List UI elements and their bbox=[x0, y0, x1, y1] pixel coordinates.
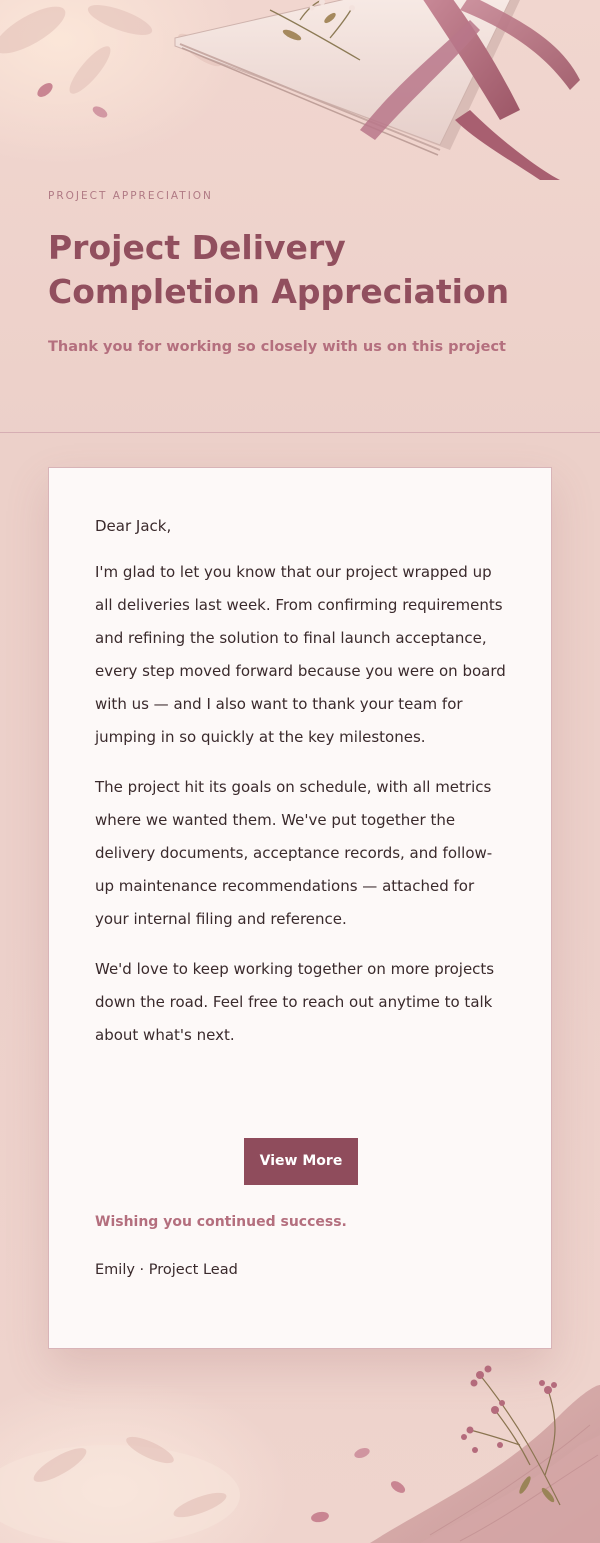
letter-paragraph: The project hit its goals on schedule, with all metrics where we wanted them. We've put together the delivery documents, acceptance records, and follow-up maintenance recommendations — attached for your internal filing and reference. bbox=[95, 778, 493, 928]
letter-body bbox=[95, 514, 509, 1278]
page-title: Project Delivery Completion Appreciation bbox=[48, 228, 510, 311]
view-more-button[interactable]: View More bbox=[244, 1138, 358, 1185]
letter-closing: Wishing you continued success. bbox=[95, 1214, 347, 1230]
letter-paragraph: I'm glad to let you know that our project wrapped up all deliveries last week. From confirming requirements and refining the solution to final launch acceptance, every step moved forward because you were on board with us — and I also want to thank your team for jumping in so quickly at the key milestones. bbox=[95, 563, 506, 746]
letter-paragraph: We'd love to keep working together on more projects down the road. Feel free to reach out anytime to talk about what's next. bbox=[95, 960, 495, 1044]
gift-book-ribbon-illustration bbox=[0, 0, 600, 180]
eyebrow-label: PROJECT APPRECIATION bbox=[48, 190, 213, 202]
page-subtitle: Thank you for working so closely with us on this project bbox=[48, 339, 506, 355]
letter-signature: Emily · Project Lead bbox=[95, 1262, 238, 1278]
email-header bbox=[48, 190, 568, 355]
dried-flowers-fabric-illustration bbox=[0, 1355, 600, 1543]
letter-card bbox=[48, 467, 552, 1349]
button-container bbox=[95, 1138, 507, 1185]
header-divider bbox=[0, 432, 600, 433]
letter-greeting: Dear Jack, bbox=[95, 517, 172, 535]
